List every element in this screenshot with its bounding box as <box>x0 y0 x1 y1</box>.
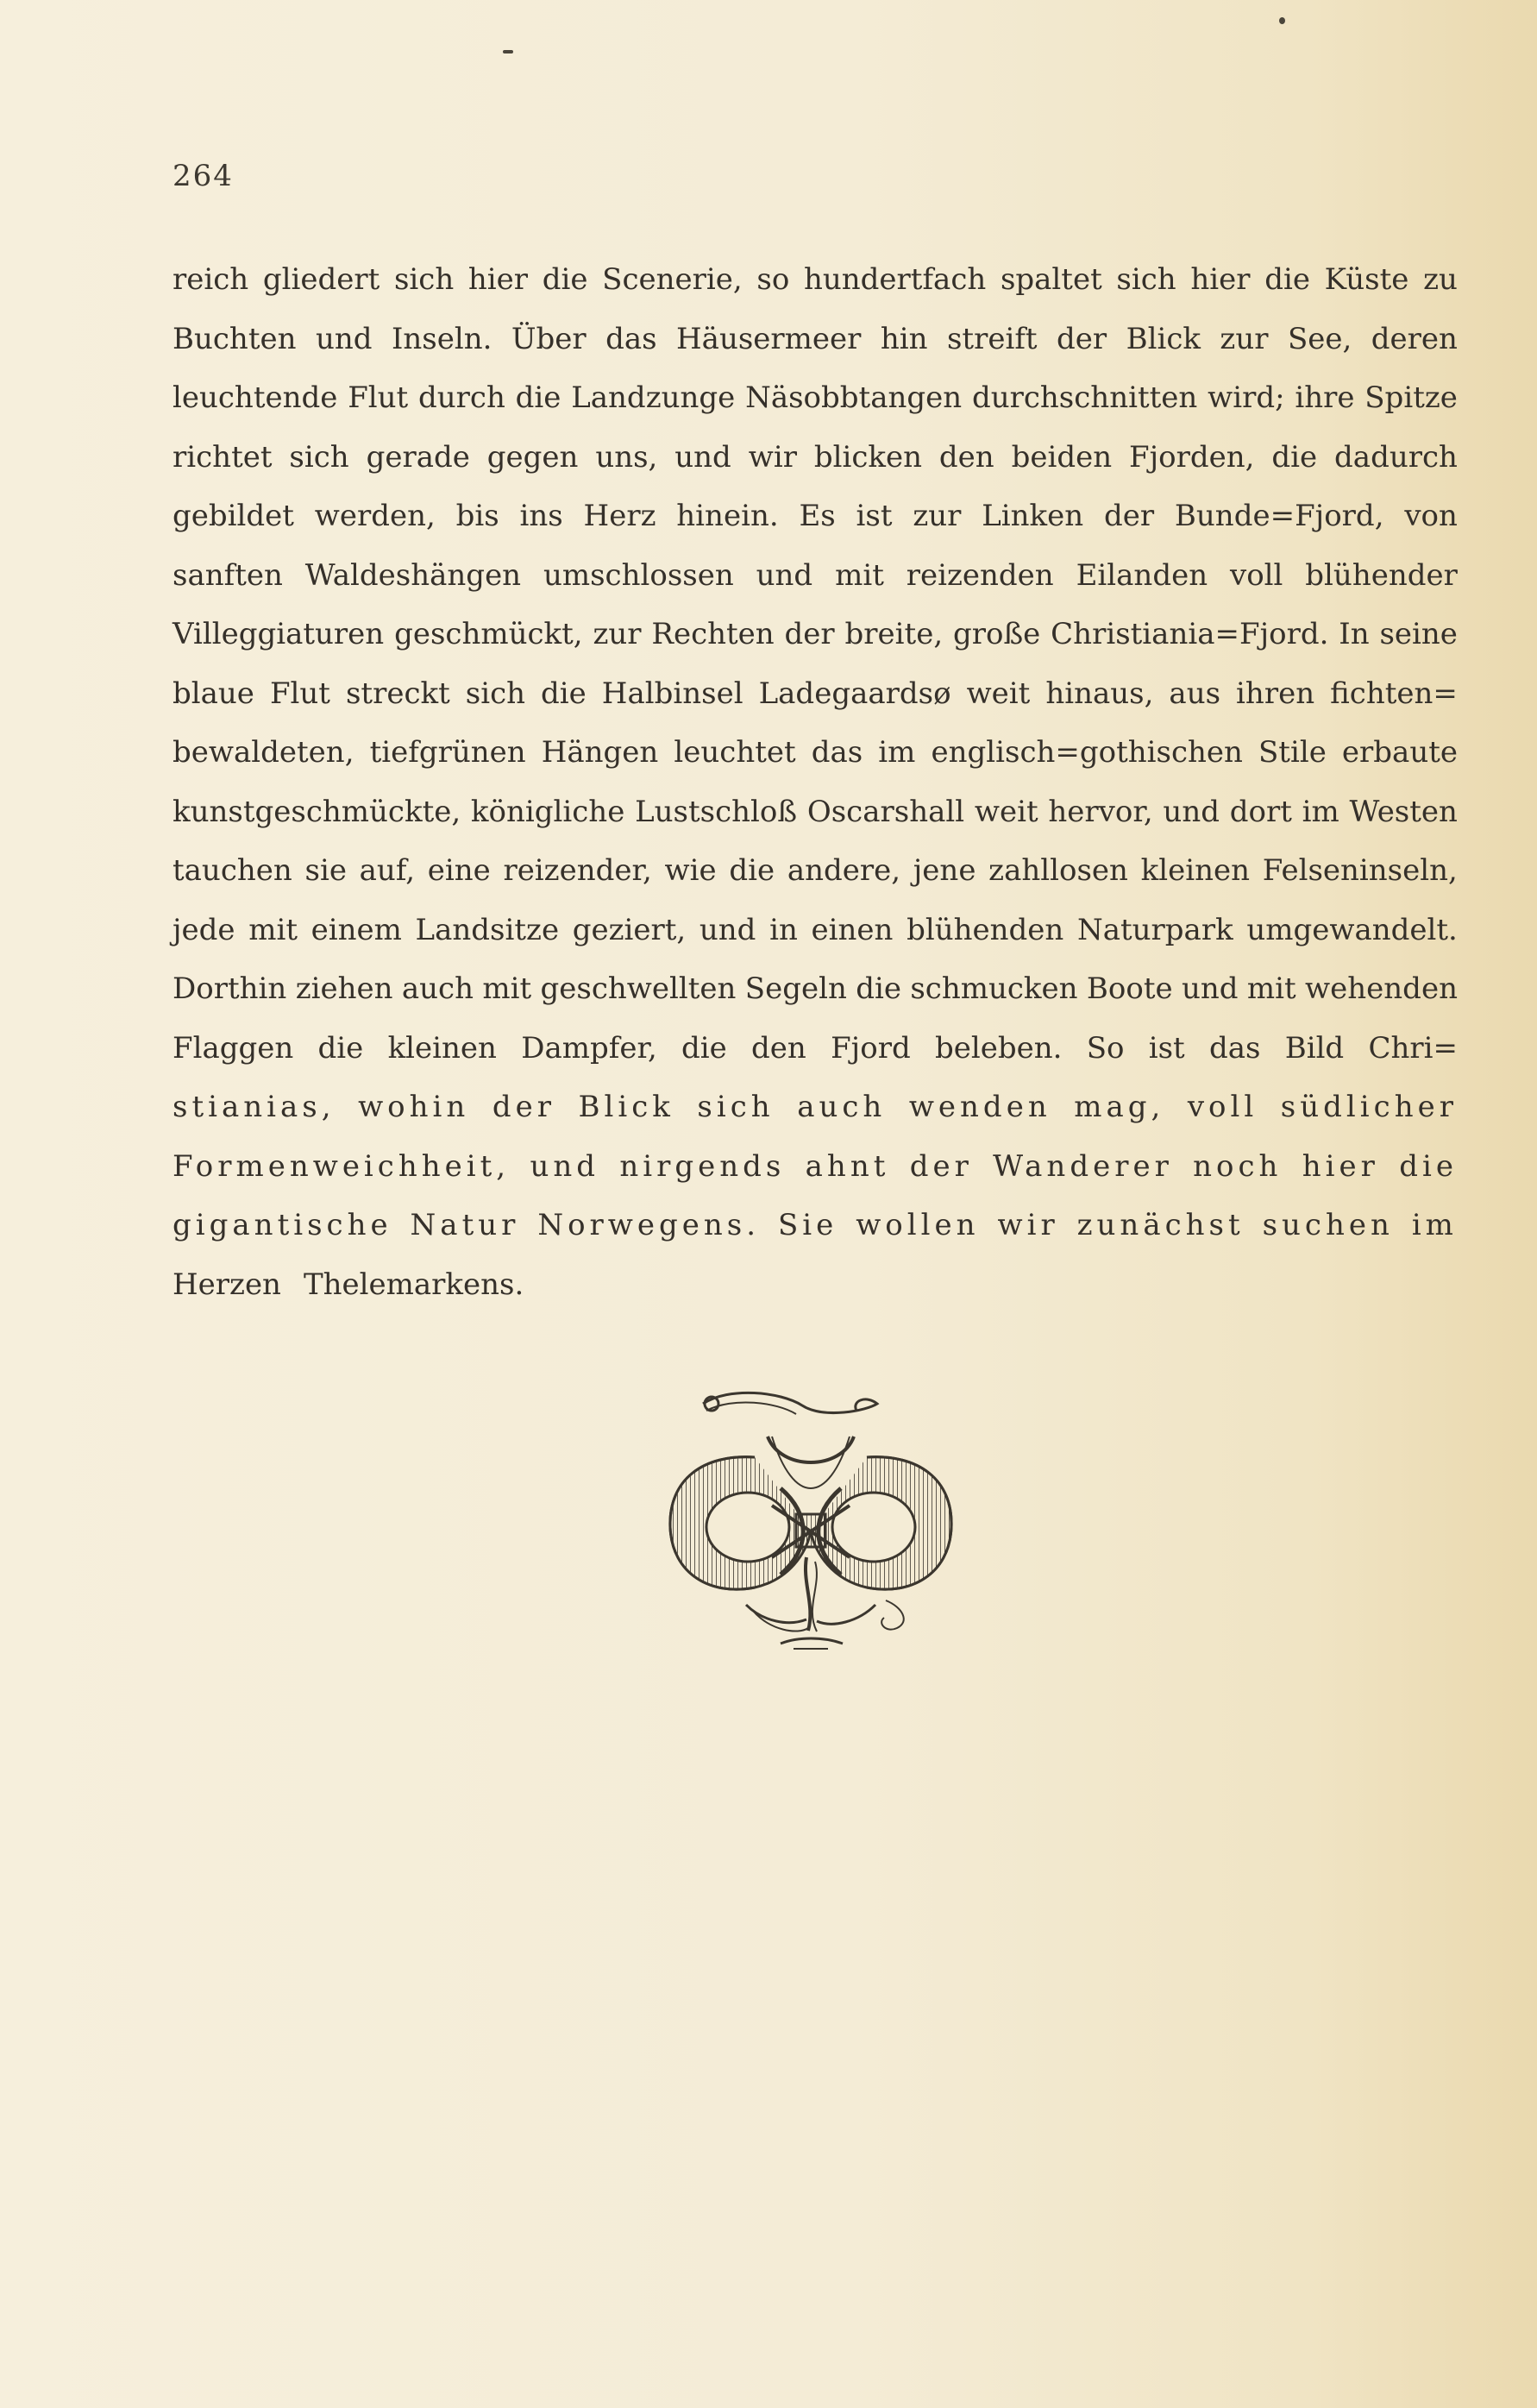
text-line: Flaggen die kleinen Dampfer, die den Fjord beleben. So ist das Bild Chri= <box>173 1030 1458 1066</box>
text-line: kunstgeschmückte, königliche Lustschloß Oscarshall weit hervor, und dort im Westen <box>173 794 1458 829</box>
text-line: bewaldeten, tiefgrünen Hängen leuchtet das im englisch=gothischen Stile erbaute <box>173 735 1458 770</box>
text-line: Buchten und Inseln. Über das Häusermeer hin streift der Blick zur See, deren <box>173 321 1458 356</box>
ink-speck <box>1279 17 1285 24</box>
text-line: blaue Flut streckt sich die Halbinsel Ladegaardsø weit hinaus, aus ihren fichten= <box>173 676 1458 711</box>
page-number: 264 <box>173 159 234 193</box>
text-line: Formenweichheit, und nirgends ahnt der Wanderer noch hier die <box>173 1148 1458 1184</box>
text-line: sanften Waldeshängen umschlossen und mit reizenden Eilanden voll blühender <box>173 557 1458 593</box>
text-line: Villeggiaturen geschmückt, zur Rechten der breite, große Christiania=Fjord. In seine <box>173 617 1458 651</box>
text-line: leuchtende Flut durch die Landzunge Näsobbtangen durchschnitten wird; ihre Spitze <box>173 380 1458 415</box>
text-line: Herzen Thelemarkens. <box>173 1267 524 1302</box>
text-line: richtet sich gerade gegen uns, und wir blicken den beiden Fjorden, die dadurch <box>173 439 1458 475</box>
body-paragraph <box>173 250 1458 1314</box>
text-line: gebildet werden, bis ins Herz hinein. Es ist zur Linken der Bunde=Fjord, von <box>173 499 1458 533</box>
celtic-knot-vignette-icon <box>651 1385 970 1652</box>
text-line: stianias, wohin der Blick sich auch wenden mag, voll südlicher <box>173 1090 1458 1124</box>
text-line: jede mit einem Landsitze geziert, und in einen blühenden Naturpark umgewandelt. <box>173 912 1458 947</box>
text-line: tauchen sie auf, eine reizender, wie die andere, jene zahllosen kleinen Felseninseln, <box>173 853 1458 888</box>
text-line: Dorthin ziehen auch mit geschwellten Segeln die schmucken Boote und mit wehenden <box>173 971 1458 1006</box>
text-line: gigantische Natur Norwegens. Sie wollen wir zunächst suchen im <box>173 1208 1458 1242</box>
ink-speck <box>503 50 513 53</box>
text-line: reich gliedert sich hier die Scenerie, so hundertfach spaltet sich hier die Küste zu <box>173 262 1458 297</box>
